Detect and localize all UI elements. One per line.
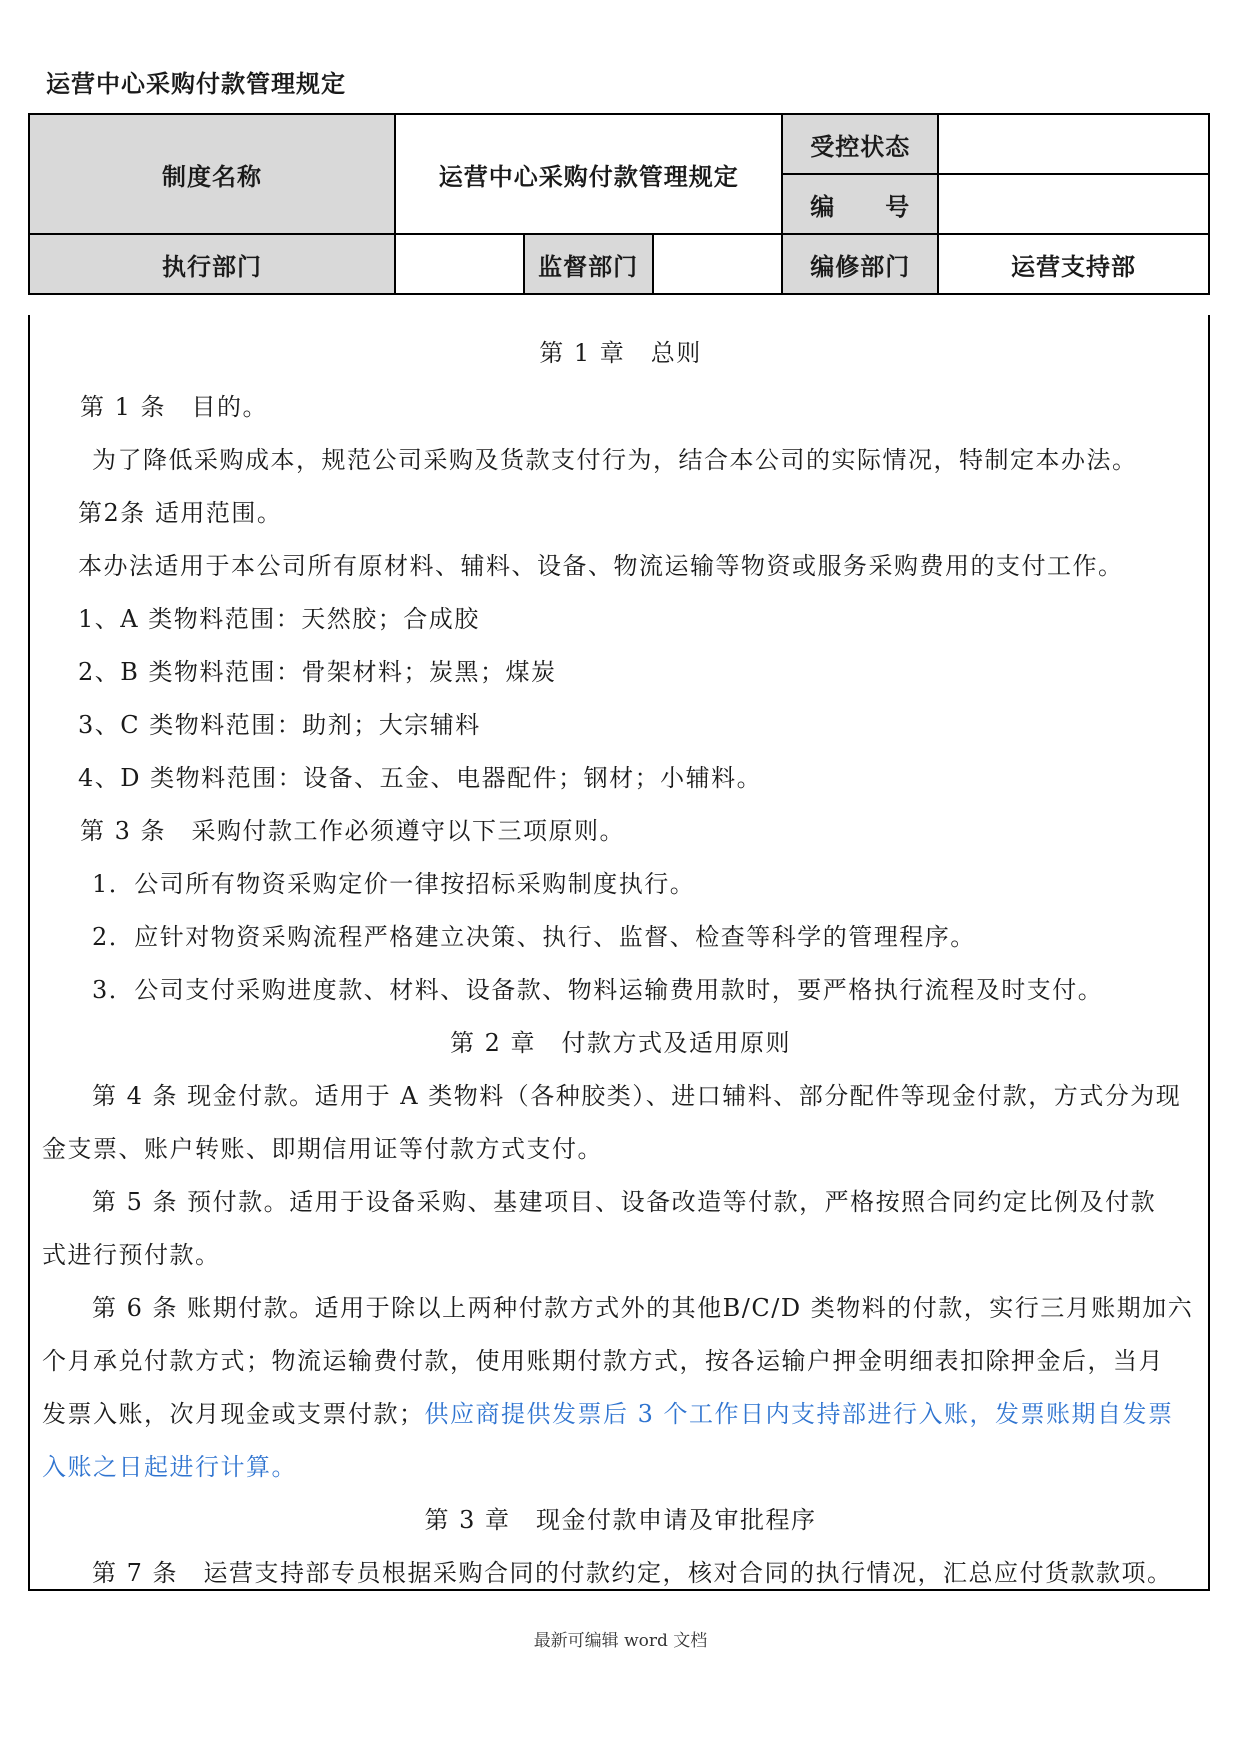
exec-dept-label: 执行部门 (29, 234, 395, 294)
edit-dept-label: 编修部门 (782, 234, 938, 294)
exec-dept-value (395, 234, 524, 294)
article-6-line-1: 第 6 条 账期付款。适用于除以上两种付款方式外的其他B/C/D 类物料的付款，实行三月账期加六 (92, 1294, 1194, 1322)
chapter-1-heading: 第 1 章 总则 (539, 339, 702, 367)
article-2-text: 本办法适用于本公司所有原材料、辅料、设备、物流运输等物资或服务采购费用的支付工作。 (78, 552, 1124, 580)
chapter-3-heading: 第 3 章 现金付款申请及审批程序 (424, 1506, 817, 1534)
number-label: 编 号 (782, 174, 938, 234)
principle-1: 1．公司所有物资采购定价一律按招标采购制度执行。 (92, 870, 696, 898)
article-5-line-2: 式进行预付款。 (42, 1241, 221, 1269)
article-1-text: 为了降低采购成本，规范公司采购及货款支付行为，结合本公司的实际情况，特制定本办法。 (92, 446, 1138, 474)
article-6-line-4: 入账之日起进行计算。 (42, 1453, 297, 1481)
control-status-label: 受控状态 (782, 114, 938, 174)
system-name-label: 制度名称 (29, 114, 395, 234)
article-5-line-1: 第 5 条 预付款。适用于设备采购、基建项目、设备改造等付款，严格按照合同约定比例及付款 (92, 1188, 1157, 1216)
article-6-line-3-black: 发票入账，次月现金或支票付款； (42, 1400, 425, 1428)
number-value (938, 174, 1209, 234)
article-4-line-1: 第 4 条 现金付款。适用于 A 类物料（各种胶类）、进口辅料、部分配件等现金付款，方式分为现 (92, 1082, 1182, 1110)
article-6-line-3 (42, 1394, 1174, 1429)
principle-2: 2．应针对物资采购流程严格建立决策、执行、监督、检查等科学的管理程序。 (92, 923, 976, 951)
control-status-value (938, 114, 1209, 174)
article-6-line-2: 个月承兑付款方式；物流运输费付款，使用账期付款方式，按各运输户押金明细表扣除押金后，当月 (42, 1347, 1164, 1375)
material-class-a: 1、A 类物料范围：天然胶；合成胶 (78, 605, 480, 633)
article-3-title: 第 3 条 采购付款工作必须遵守以下三项原则。 (80, 817, 626, 845)
supervise-dept-value (653, 234, 783, 294)
chapter-2-heading: 第 2 章 付款方式及适用原则 (449, 1029, 792, 1057)
document-title: 运营中心采购付款管理规定 (46, 70, 346, 98)
material-class-b: 2、B 类物料范围：骨架材料；炭黑；煤炭 (78, 658, 557, 686)
article-1-title: 第 1 条 目的。 (80, 393, 269, 421)
material-class-d: 4、D 类物料范围：设备、五金、电器配件；钢材；小辅料。 (78, 764, 763, 792)
header-table (28, 113, 1210, 295)
edit-dept-value: 运营支持部 (938, 234, 1209, 294)
supervise-dept-label: 监督部门 (524, 234, 653, 294)
page-footer: 最新可编辑 word 文档 (533, 1631, 708, 1651)
system-name-value: 运营中心采购付款管理规定 (395, 114, 782, 234)
article-6-highlight: 供应商提供发票后 3 个工作日内支持部进行入账，发票账期自发票 (424, 1400, 1174, 1428)
article-4-line-2: 金支票、账户转账、即期信用证等付款方式支付。 (42, 1135, 603, 1163)
principle-3: 3．公司支付采购进度款、材料、设备款、物料运输费用款时，要严格执行流程及时支付。 (92, 976, 1104, 1004)
article-7-line-1: 第 7 条 运营支持部专员根据采购合同的付款约定，核对合同的执行情况，汇总应付货款款项。 (92, 1559, 1173, 1587)
material-class-c: 3、C 类物料范围：助剂；大宗辅料 (78, 711, 481, 739)
article-2-title: 第2条 适用范围。 (78, 499, 283, 527)
